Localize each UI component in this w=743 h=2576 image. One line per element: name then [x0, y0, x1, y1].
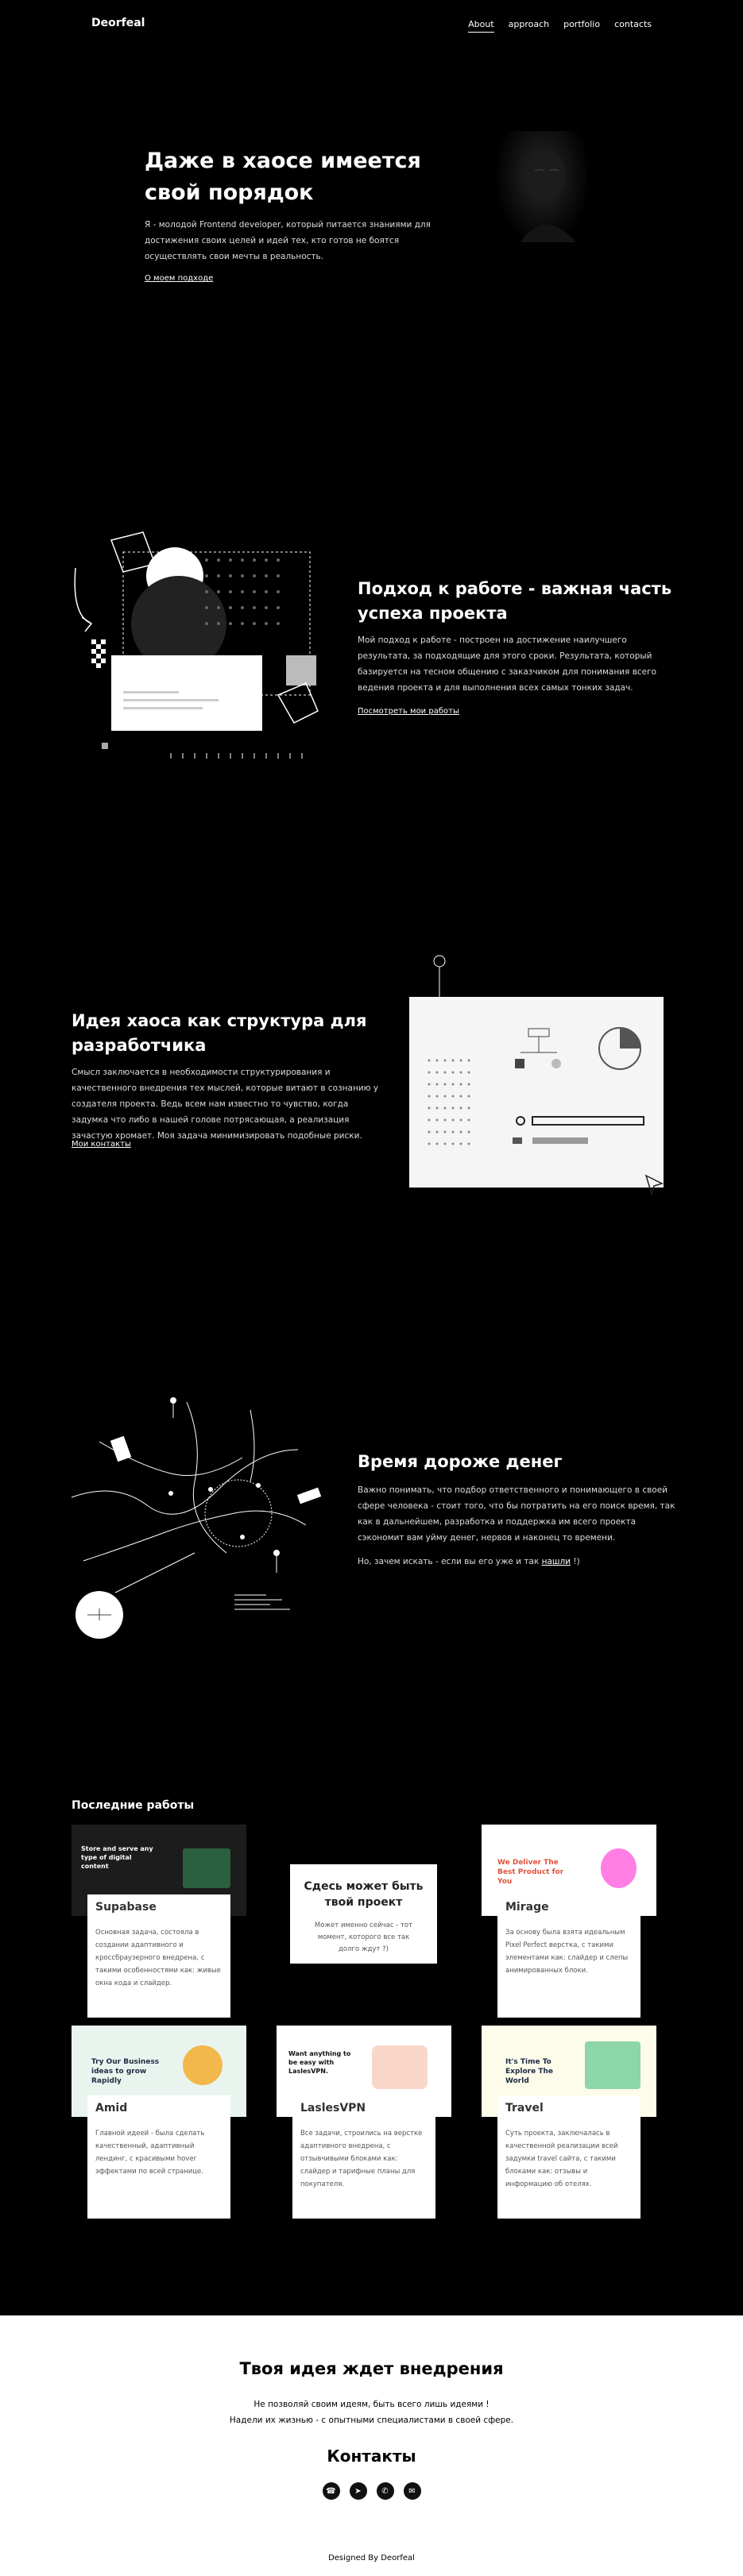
amid-thumbnail: Try Our Business ideas to grow Rapidly: [72, 2026, 246, 2117]
work-name: Supabase: [95, 1901, 157, 1914]
time-question: Но, зачем искать - если вы его уже и так нашли !): [358, 1557, 580, 1566]
idea-illustration: [401, 949, 675, 1199]
view-works-link[interactable]: Посмотреть мои работы: [358, 707, 459, 716]
main-nav: [468, 19, 652, 33]
contact-icons: [0, 2482, 743, 2500]
nav-contacts[interactable]: contacts: [614, 19, 652, 29]
idea-text: Смысл заключается в необходимости структурирования и качественного внедрения тех мыслей, которые витают в сознанию у создателя проекта. Ведь всем нам известно то чувство, когда задумка что либо в нашей голове потрясающая, а реализация зачастую хромает. Моя задача минимизировать подобные риски.: [72, 1068, 379, 1141]
nav-approach[interactable]: approach: [508, 19, 550, 29]
portrait-image: [497, 131, 588, 242]
phone-icon[interactable]: ☎: [323, 2482, 340, 2500]
work-desc: За основу была взята идеальным Pixel Perfect верстка, с такими элементами как: слайдер и слепы анимированных блоки.: [505, 1929, 629, 1975]
work-desc: Основная задача, состояла в создании адаптивного и кроссбраузерного внедрена, с такими особенностями как: живые окна кода и слайдер.: [95, 1929, 221, 1987]
work-name: Mirage: [505, 1901, 549, 1914]
nav-portfolio[interactable]: portfolio: [563, 19, 601, 29]
hero-text: Я - молодой Frontend developer, который питается знаниями для достижения своих целей и идей тех, кто готов не боятся осуществлять свои мечты в реальность.: [145, 220, 431, 261]
logo[interactable]: Deorfeal: [91, 17, 145, 29]
work-desc: Все задачи, строились на верстке адаптивного внедрена, с отзывчивыми блоками как: слайдер и тарифные планы для покупателя.: [300, 2130, 423, 2188]
nav-about[interactable]: About: [468, 19, 494, 33]
supabase-thumbnail: Store and serve any type of digital content: [72, 1825, 246, 1916]
your-project-title: Сдесь может быть твой проект: [304, 1880, 424, 1909]
found-link[interactable]: нашли: [541, 1557, 571, 1566]
time-text: Важно понимать, что подбор ответственного и понимающего в своей сфере человека - стоит того, что бы потратить на его поиск время, так как в дальнейшем, разработка и поддержка им всего проекта сэкономит вам уйму денег, нервов и наконец то времени.: [358, 1485, 675, 1543]
your-project-card: [290, 1864, 437, 1964]
approach-illustration: [68, 528, 330, 767]
contacts-link[interactable]: Мои контакты: [72, 1140, 131, 1149]
works-title: Последние работы: [72, 1799, 195, 1812]
work-name: Travel: [505, 2102, 544, 2114]
hero-title: Даже в хаосе имеется свой порядок: [145, 149, 421, 205]
time-illustration: [68, 1394, 342, 1648]
travel-thumbnail: It's Time To Explore The World: [482, 2026, 656, 2117]
approach-title: Подход к работе - важная часть успеха проекта: [358, 579, 672, 623]
mail-icon[interactable]: ✉: [404, 2482, 421, 2500]
your-project-text: Может именно сейчас - тот момент, которого все так долго ждут ?): [314, 1921, 413, 1953]
footer: [0, 2315, 743, 2576]
telegram-icon[interactable]: ➤: [350, 2482, 367, 2500]
approach-text: Мой подход к работе - построен на достижение наилучшего результата, за подходящие для этого сроки. Результата, который базируется на тесном общению с заказчиком для понимания всего ведения проекта и для выполнения всех самых тонких задач.: [358, 635, 657, 693]
whatsapp-icon[interactable]: ✆: [377, 2482, 394, 2500]
footer-title: Твоя идея ждет внедрения: [239, 2359, 504, 2378]
work-name: Amid: [95, 2102, 128, 2114]
time-title: Время дороже денег: [358, 1452, 563, 1471]
work-desc: Главной идеей - была сделать качественный, адаптивный лендинг, с красивыми hover эффектами по всей странице.: [95, 2130, 205, 2176]
footer-text: Не позволяй своим идеям, быть всего лишь идеями ! Надели их жизнью - с опытными специалистами в своей сфере.: [229, 2400, 514, 2425]
approach-link[interactable]: О моем подходе: [145, 274, 214, 283]
designed-by: Designed By Deorfeal: [328, 2554, 415, 2562]
work-name: LaslesVPN: [300, 2102, 366, 2114]
laslesvpn-thumbnail: Want anything to be easy with LaslesVPN.: [277, 2026, 451, 2117]
idea-title: Идея хаоса как структура для разработчика: [72, 1011, 367, 1055]
contacts-title: Контакты: [327, 2447, 416, 2466]
mirage-thumbnail: We Deliver The Best Product for You: [482, 1825, 656, 1916]
work-desc: Суть проекта, заключалась в качественной реализации всей задумки travel сайта, с такими блоками как: отзывы и информацию об отелях.: [505, 2130, 618, 2188]
